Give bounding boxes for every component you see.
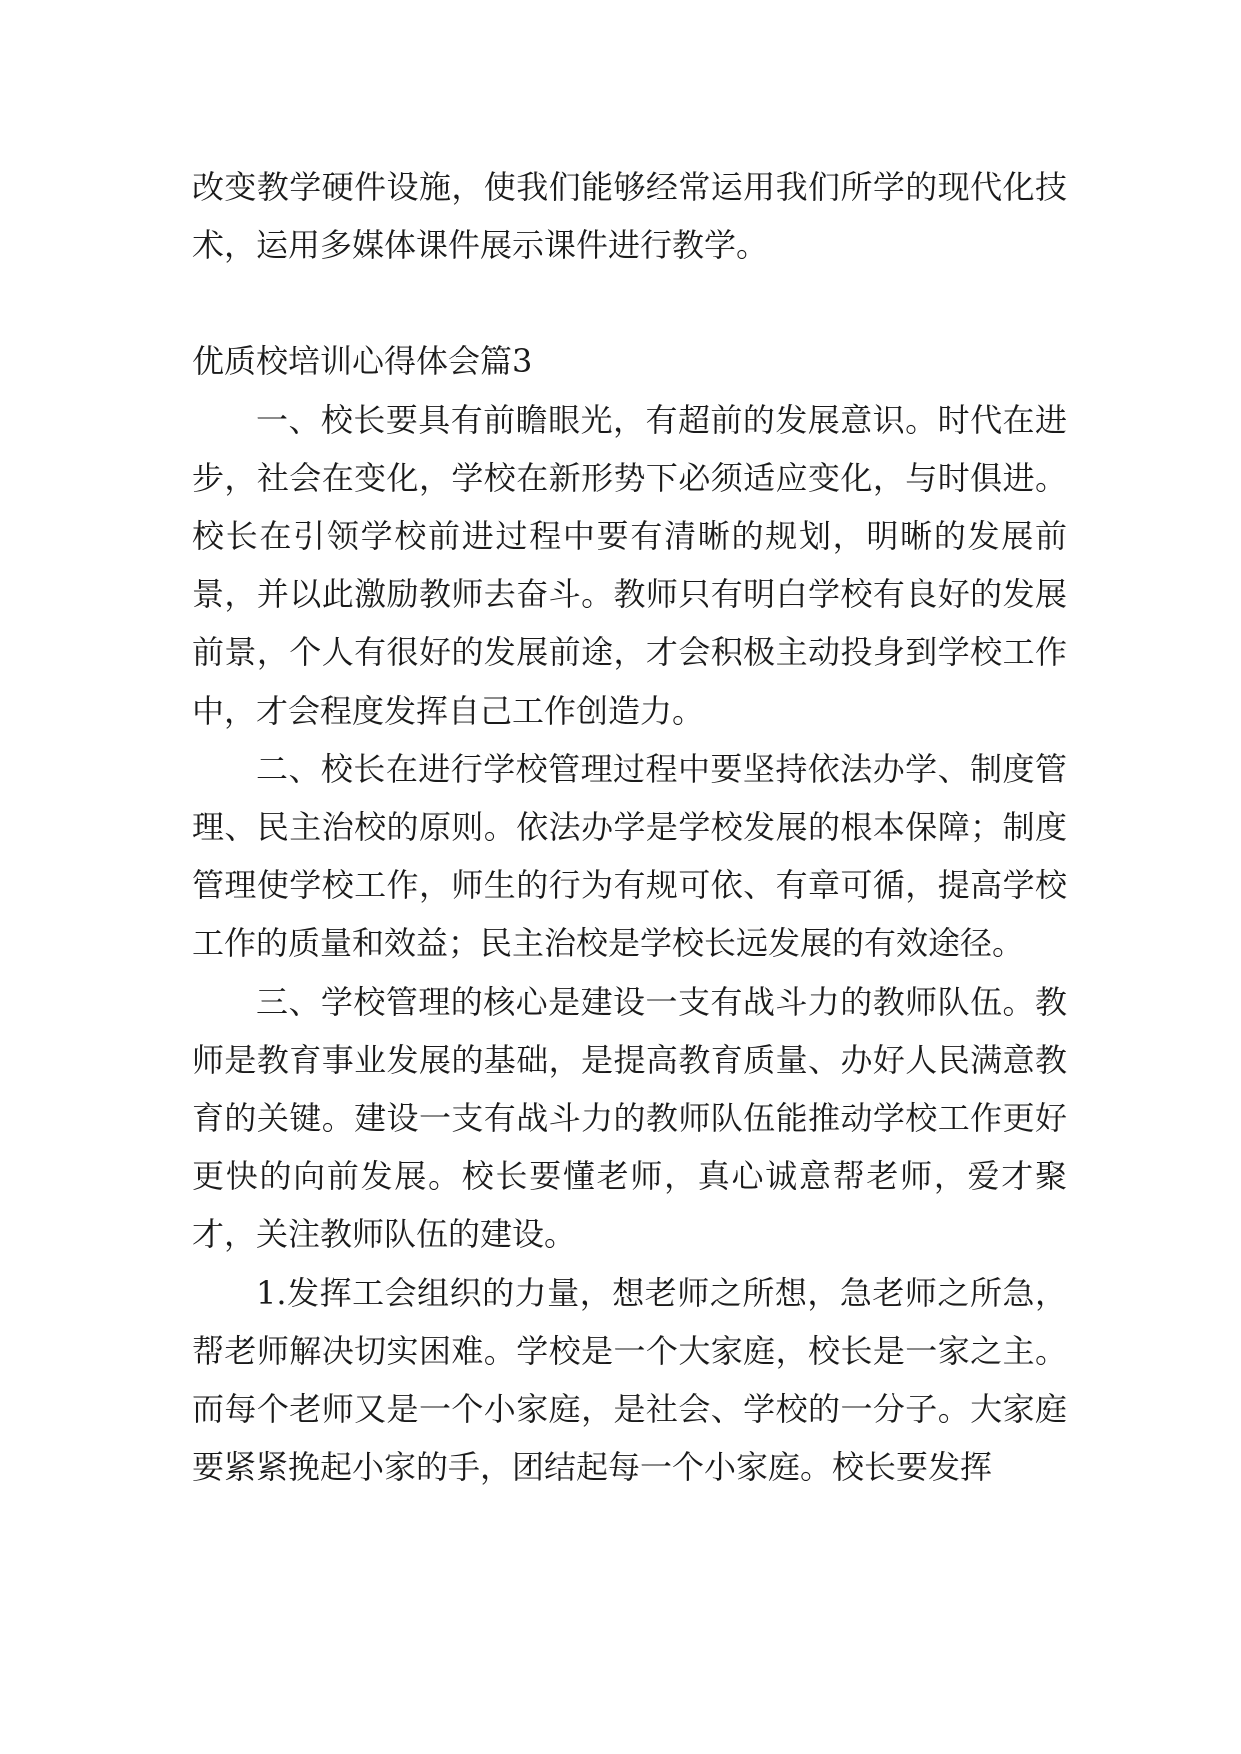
document-body bbox=[192, 158, 1067, 1496]
section-heading: 优质校培训心得体会篇3 bbox=[192, 342, 533, 381]
paragraph-continuation: 改变教学硬件设施，使我们能够经常运用我们所学的现代化技术，运用多媒体课件展示课件进行教学。 bbox=[192, 168, 1067, 265]
paragraph-4: 1.发挥工会组织的力量，想老师之所想，急老师之所急，帮老师解决切实困难。学校是一个大家庭，校长是一家之主。而每个老师又是一个小家庭，是社会、学校的一分子。大家庭要紧紧挽起小家的手，团结起每一个小家庭。校长要发挥 bbox=[192, 1273, 1067, 1487]
paragraph-spacer bbox=[192, 274, 1067, 332]
paragraph-1: 一、校长要具有前瞻眼光，有超前的发展意识。时代在进步，社会在变化，学校在新形势下必须适应变化，与时俱进。校长在引领学校前进过程中要有清晰的规划，明晰的发展前景，并以此激励教师去奋斗。教师只有明白学校有良好的发展前景，个人有很好的发展前途，才会积极主动投身到学校工作中，才会程度发挥自己工作创造力。 bbox=[192, 400, 1067, 730]
paragraph-2: 二、校长在进行学校管理过程中要坚持依法办学、制度管理、民主治校的原则。依法办学是学校发展的根本保障；制度管理使学校工作，师生的行为有规可依、有章可循，提高学校工作的质量和效益；民主治校是学校长远发展的有效途径。 bbox=[192, 749, 1067, 963]
paragraph-3: 三、学校管理的核心是建设一支有战斗力的教师队伍。教师是教育事业发展的基础，是提高教育质量、办好人民满意教育的关键。建设一支有战斗力的教师队伍能推动学校工作更好更快的向前发展。校长要懂老师，真心诚意帮老师，爱才聚才，关注教师队伍的建设。 bbox=[192, 982, 1067, 1254]
